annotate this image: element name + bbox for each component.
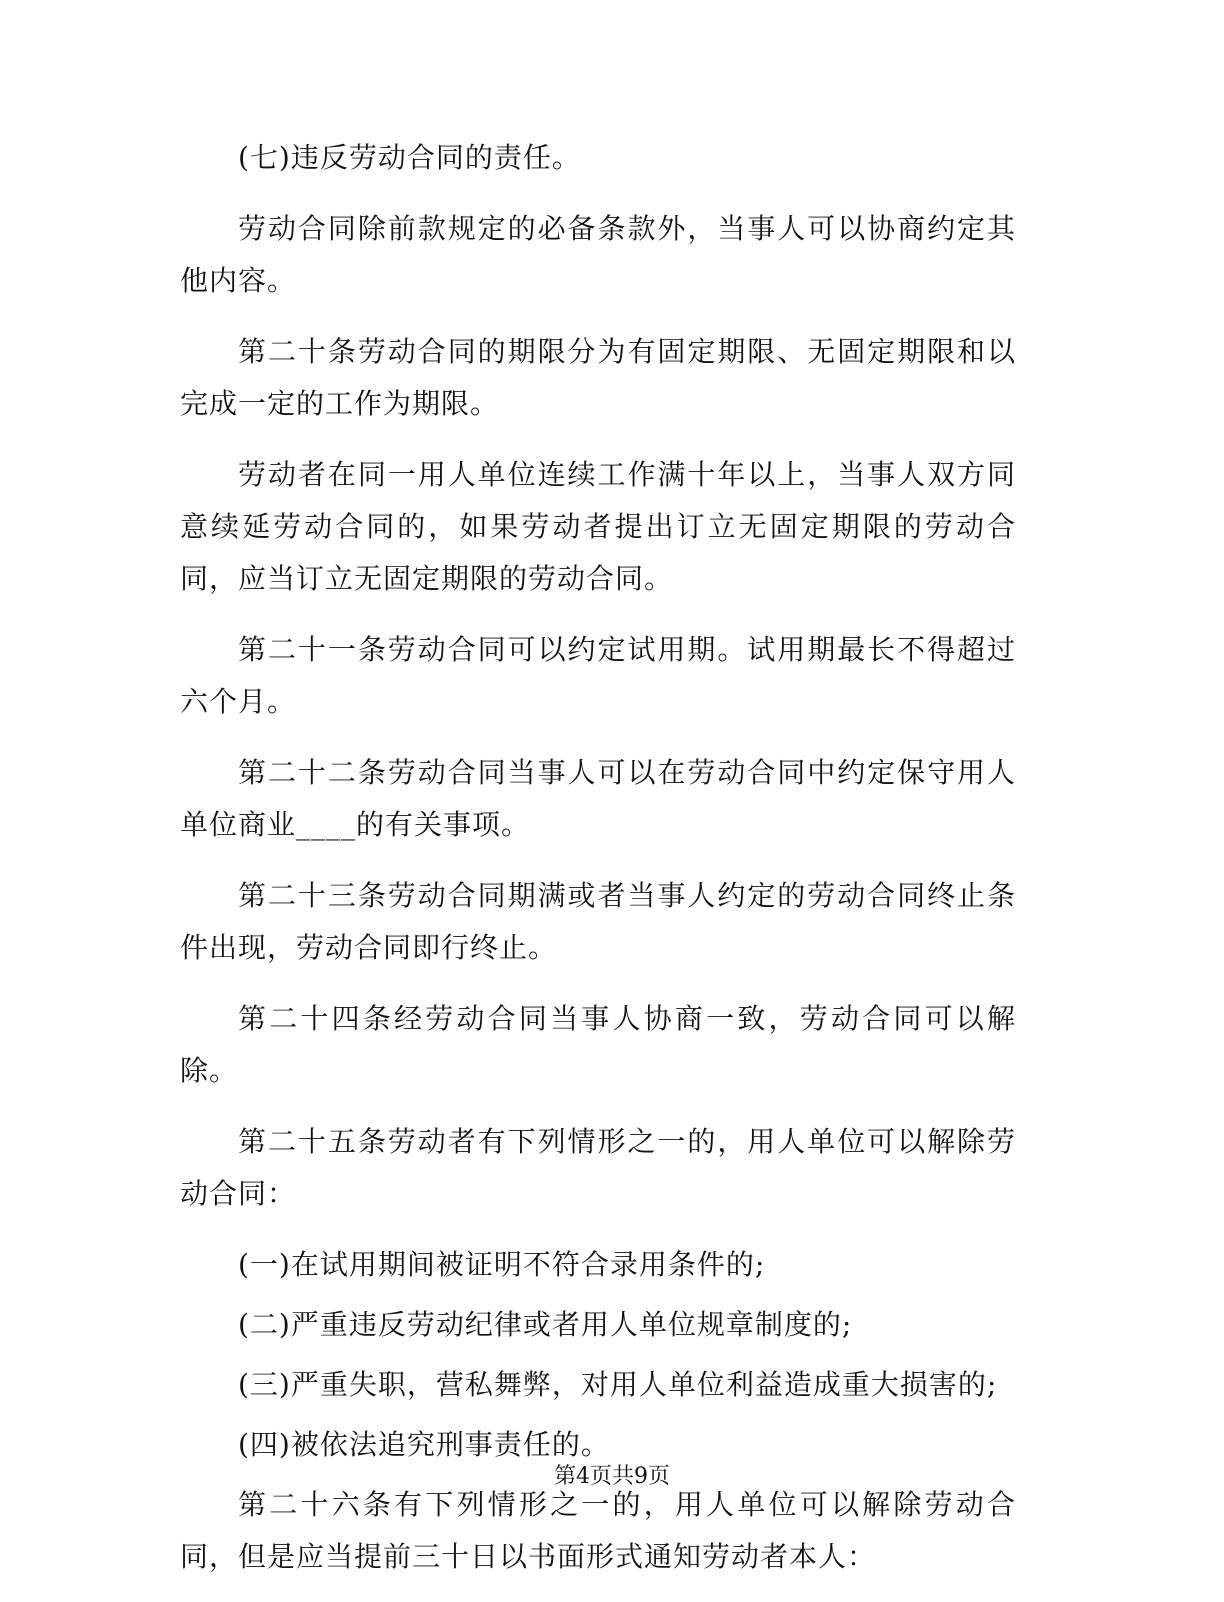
paragraph: 第二十一条劳动合同可以约定试用期。试用期最长不得超过六个月。 xyxy=(180,633,1016,718)
paragraph: (七)违反劳动合同的责任。 xyxy=(238,141,581,174)
paragraph: 第二十二条劳动合同当事人可以在劳动合同中约定保守用人单位商业____的有关事项。 xyxy=(180,756,1016,841)
paragraph: 第二十四条经劳动合同当事人协商一致，劳动合同可以解除。 xyxy=(180,1002,1016,1087)
paragraph: 第二十条劳动合同的期限分为有固定期限、无固定期限和以完成一定的工作为期限。 xyxy=(180,335,1016,420)
list-item: (一)在试用期间被证明不符合录用条件的; xyxy=(238,1248,766,1281)
paragraph: 劳动者在同一用人单位连续工作满十年以上，当事人双方同意续延劳动合同的，如果劳动者提出订立无固定期限的劳动合同，应当订立无固定期限的劳动合同。 xyxy=(180,458,1016,595)
paragraph: 第二十六条有下列情形之一的，用人单位可以解除劳动合同，但是应当提前三十日以书面形式通知劳动者本人： xyxy=(180,1488,1016,1573)
page-footer: 第4页共9页 xyxy=(554,1464,670,1489)
document-body xyxy=(180,132,1016,1602)
list-item: (二)严重违反劳动纪律或者用人单位规章制度的; xyxy=(238,1308,853,1341)
paragraph: 劳动合同除前款规定的必备条款外，当事人可以协商约定其他内容。 xyxy=(180,212,1016,297)
paragraph: 第二十五条劳动者有下列情形之一的，用人单位可以解除劳动合同： xyxy=(180,1125,1016,1210)
list-item: (四)被依法追究刑事责任的。 xyxy=(238,1428,610,1461)
paragraph: 第二十三条劳动合同期满或者当事人约定的劳动合同终止条件出现，劳动合同即行终止。 xyxy=(180,879,1016,964)
list-item: (三)严重失职，营私舞弊，对用人单位利益造成重大损害的; xyxy=(238,1368,998,1401)
